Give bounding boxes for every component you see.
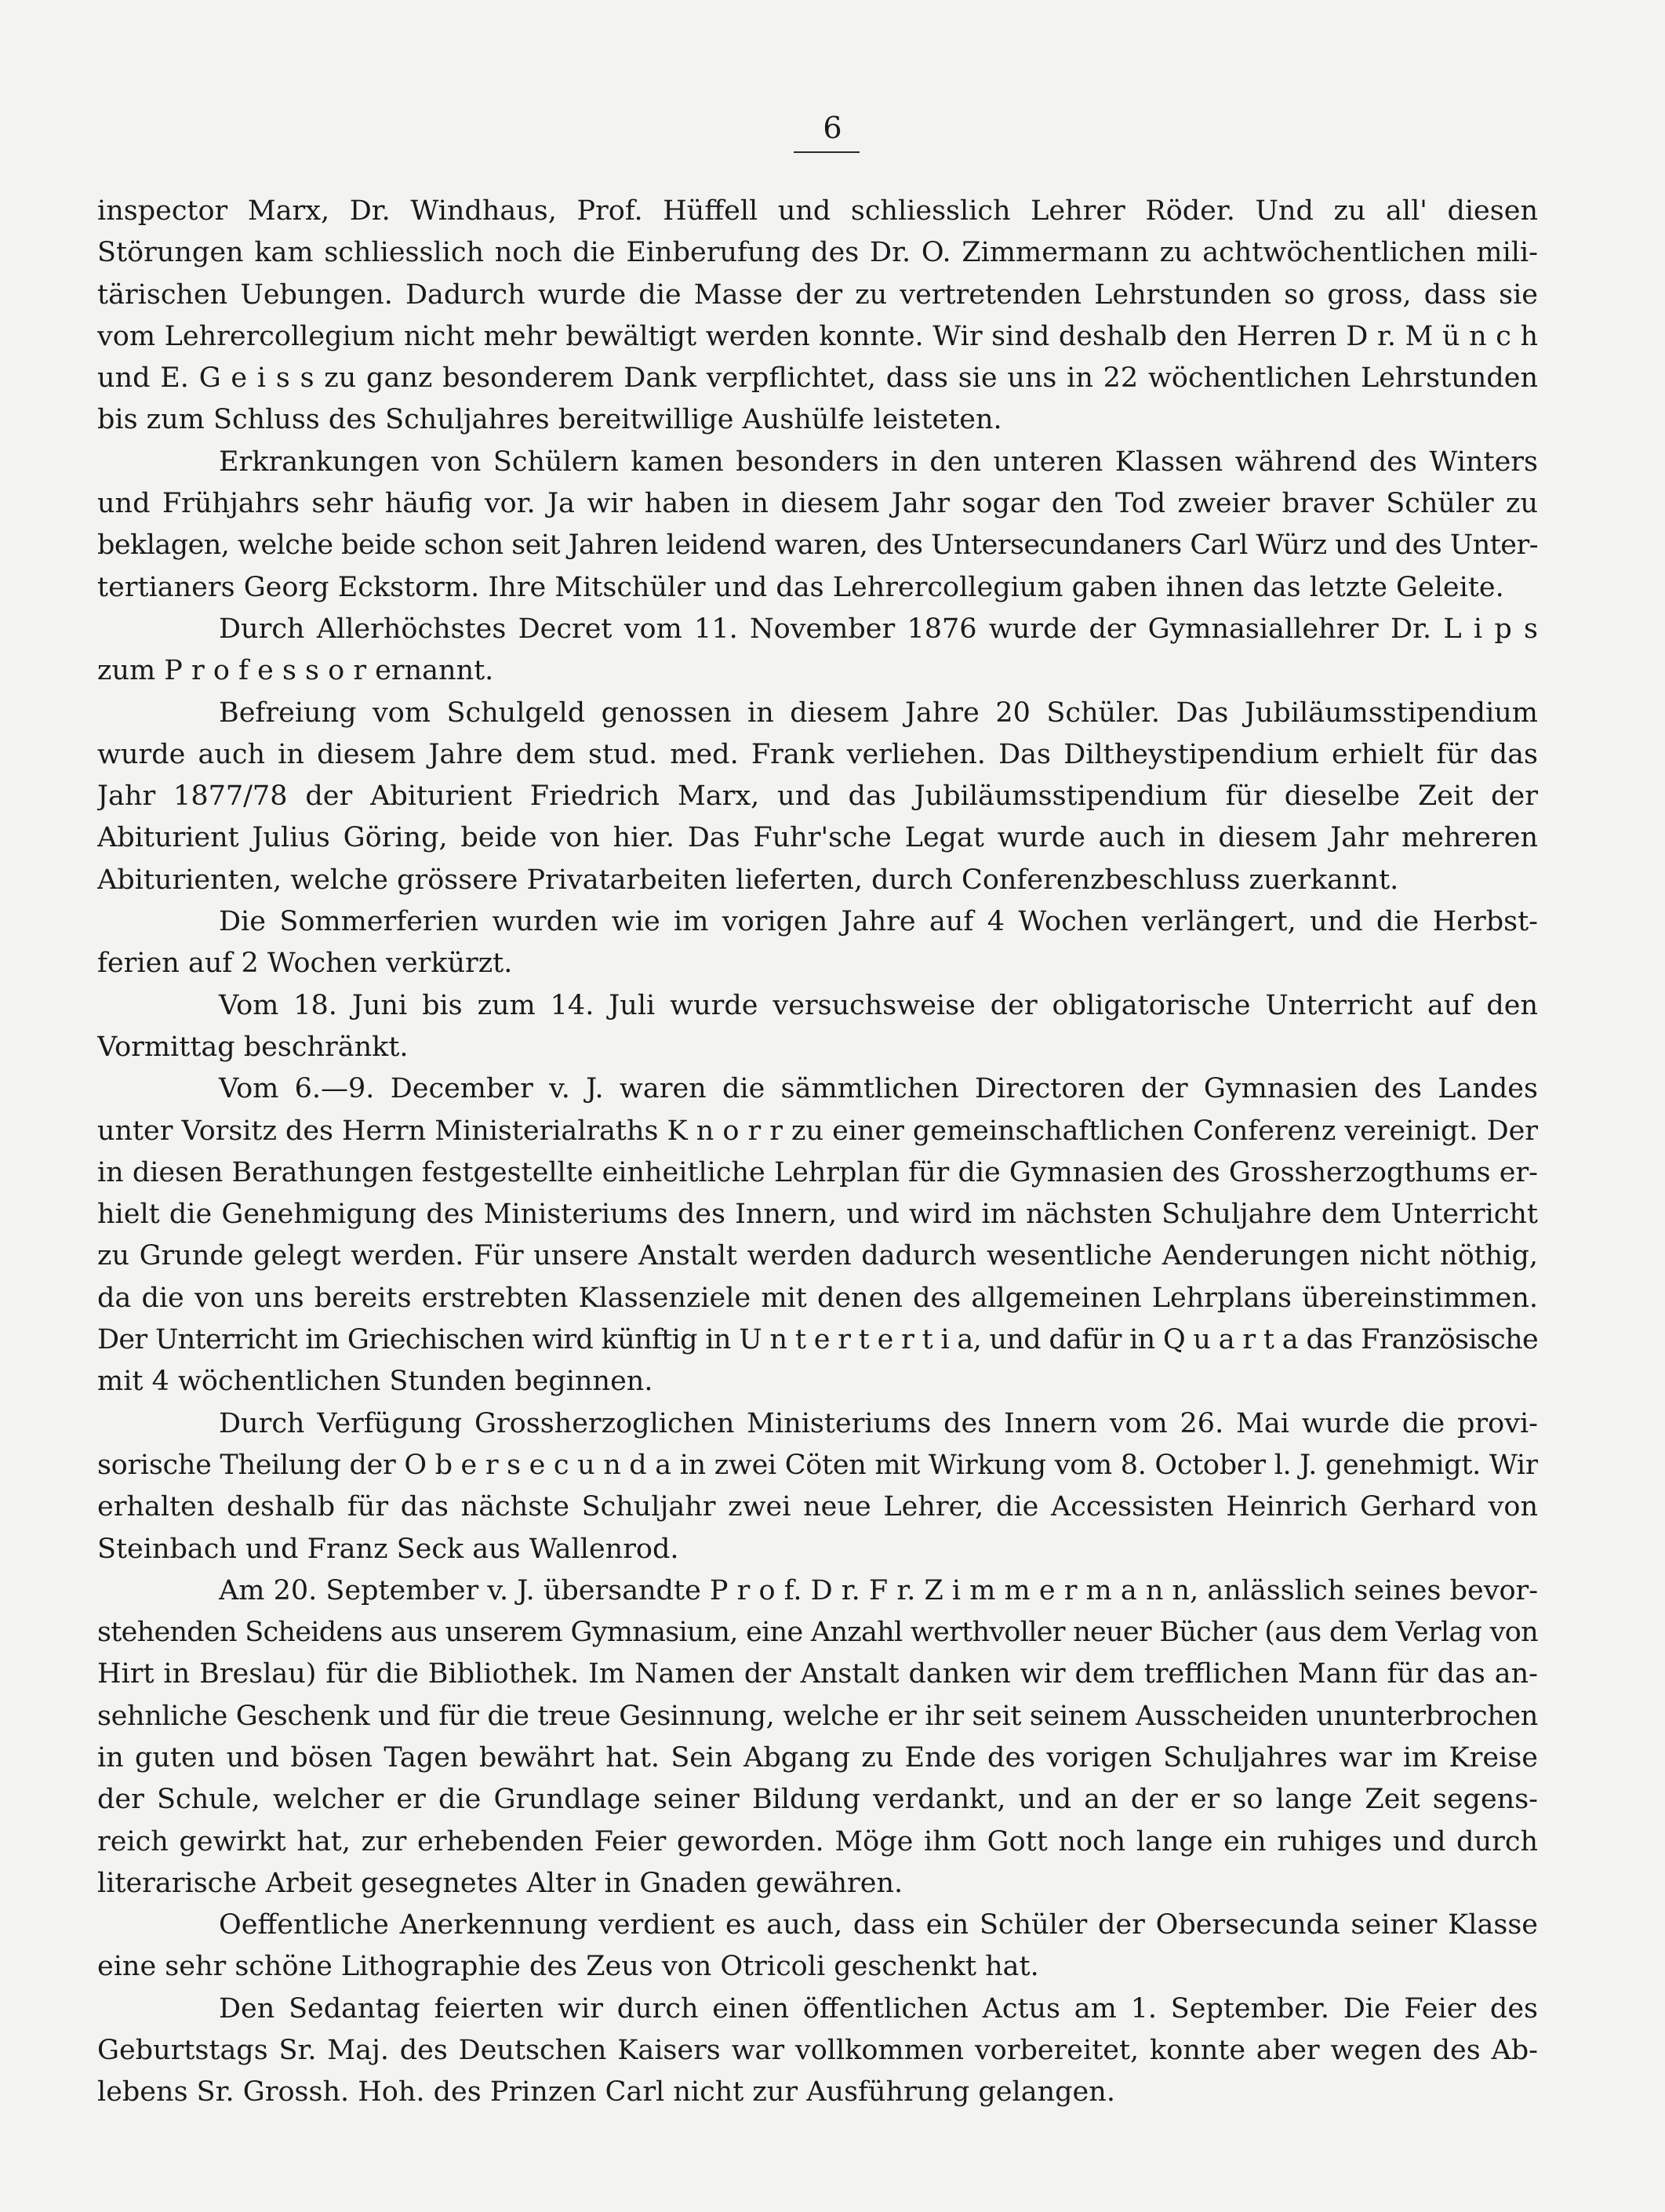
text-line: und Frühjahrs sehr häufig vor. Ja wir haben in diesem Jahr sogar den Tod zweier braver Schüler zu [97,488,1538,520]
text-line: Den Sedantag feierten wir durch einen öffentlichen Actus am 1. September. Die Feier des [219,1992,1538,2025]
text-line: da die von uns bereits erstrebten Klassenziele mit denen des allgemeinen Lehrplans übereinstimmen. [97,1282,1538,1314]
text-line: stehenden Scheidens aus unserem Gymnasium, eine Anzahl werthvoller neuer Bücher (aus dem Verlag von [97,1617,1538,1649]
text-line: Durch Allerhöchstes Decret vom 11. November 1876 wurde der Gymnasiallehrer Dr. L i p s [219,613,1538,645]
text-line: tärischen Uebungen. Dadurch wurde die Masse der zu vertretenden Lehrstunden so gross, dass sie [97,278,1538,311]
text-line: in diesen Berathungen festgestellte einheitliche Lehrplan für die Gymnasien des Grossherzogthums er- [97,1156,1538,1188]
paragraph [97,442,1538,609]
paragraph [97,985,1538,1069]
text-line: Am 20. September v. J. übersandte P r o f. D r. F r. Z i m m e r m a n n, anlässlich seines bevor- [219,1574,1538,1606]
text-line: ferien auf 2 Wochen verkürzt. [97,948,513,980]
text-line: unter Vorsitz des Herrn Ministerialraths K n o r r zu einer gemeinschaftlichen Conferenz vereinigt. Der [97,1115,1538,1147]
text-line: tertianers Georg Eckstorm. Ihre Mitschüler und das Lehrercollegium gaben ihnen das letzte Geleite. [97,571,1504,603]
text-line: Abiturienten, welche grössere Privatarbeiten lieferten, durch Conferenzbeschluss zuerkannt. [97,864,1399,896]
text-line: beklagen, welche beide schon seit Jahren leidend waren, des Untersecundaners Carl Würz und des Unter- [97,529,1538,562]
paragraph [97,609,1538,693]
text-line: erhalten deshalb für das nächste Schuljahr zwei neue Lehrer, die Accessisten Heinrich Gerhard von [97,1491,1538,1523]
text-line: Hirt in Breslau) für die Bibliothek. Im Namen der Anstalt danken wir dem trefflichen Mann für das an- [97,1658,1538,1690]
text-line: der Schule, welcher er die Grundlage seiner Bildung verdankt, und an der er so lange Zeit segens- [97,1784,1538,1816]
paragraph [97,1403,1538,1570]
text-line: Geburtstags Sr. Maj. des Deutschen Kaisers war vollkommen vorbereitet, konnte aber wegen des Ab- [97,2035,1538,2067]
text-line: Befreiung vom Schulgeld genossen in diesem Jahre 20 Schüler. Das Jubiläumsstipendium [219,697,1538,729]
text-line: zu Grunde gelegt werden. Für unsere Anstalt werden dadurch wesentliche Aenderungen nicht nöthig, [97,1240,1538,1272]
text-line: sehnliche Geschenk und für die treue Gesinnung, welche er ihr seit seinem Ausscheiden ununterbrochen [97,1700,1538,1732]
text-line: Durch Verfügung Grossherzoglichen Ministeriums des Innern vom 26. Mai wurde die provi- [219,1407,1538,1439]
text-line: Vom 18. Juni bis zum 14. Juli wurde versuchsweise der obligatorische Unterricht auf den [219,989,1538,1021]
text-line: Abiturient Julius Göring, beide von hier. Das Fuhr'sche Legat wurde auch in diesem Jahr mehreren [97,822,1538,854]
text-line: Erkrankungen von Schülern kamen besonders in den unteren Klassen während des Winters [219,446,1538,478]
text-line: Steinbach und Franz Seck aus Wallenrod. [97,1533,679,1565]
text-line: mit 4 wöchentlichen Stunden beginnen. [97,1366,653,1398]
text-line: und E. G e i s s zu ganz besonderem Dank verpflichtet, dass sie uns in 22 wöchentlichen Lehrstunden [97,362,1538,395]
paragraph [97,901,1538,985]
text-line: Oeffentliche Anerkennung verdient es auch, dass ein Schüler der Obersecunda seiner Klasse [219,1909,1538,1941]
paragraph [97,1570,1538,1905]
text-line: eine sehr schöne Lithographie des Zeus von Otricoli geschenkt hat. [97,1951,1039,1983]
text-line: Vormittag beschränkt. [97,1031,409,1063]
text-line: literarische Arbeit gesegnetes Alter in Gnaden gewähren. [97,1867,903,1899]
text-line: Vom 6.—9. December v. J. waren die sämmtlichen Directoren der Gymnasien des Landes [219,1073,1538,1105]
text-line: hielt die Genehmigung des Ministeriums des Innern, und wird im nächsten Schuljahre dem Unterricht [97,1199,1538,1231]
text-line: bis zum Schluss des Schuljahres bereitwillige Aushülfe leisteten. [97,404,1002,436]
text-line: wurde auch in diesem Jahre dem stud. med. Frank verliehen. Das Diltheystipendium erhielt für das [97,738,1538,770]
text-line: in guten und bösen Tagen bewährt hat. Sein Abgang zu Ende des vorigen Schuljahres war im Kreise [97,1741,1538,1774]
text-line: reich gewirkt hat, zur erhebenden Feier geworden. Möge ihm Gott noch lange ein ruhiges und durch [97,1825,1538,1857]
text-line: Der Unterricht im Griechischen wird künftig in U n t e r t e r t i a, und dafür in Q u a r t a das Französische [97,1324,1538,1356]
paragraph [97,1068,1538,1403]
text-line: inspector Marx, Dr. Windhaus, Prof. Hüffell und schliesslich Lehrer Röder. Und zu all' diesen [97,195,1538,227]
body-text [97,191,1538,2114]
page-number: 6 [823,111,842,145]
text-line: vom Lehrercollegium nicht mehr bewältigt werden konnte. Wir sind deshalb den Herren D r. M ü n c h [97,320,1538,352]
paragraph [97,1988,1538,2114]
text-line: zum P r o f e s s o r ernannt. [97,655,494,687]
text-line: Störungen kam schliesslich noch die Einberufung des Dr. O. Zimmermann zu achtwöchentlichen mili- [97,237,1538,269]
text-line: Jahr 1877/78 der Abiturient Friedrich Marx, und das Jubiläumsstipendium für dieselbe Zeit der [97,780,1538,813]
paragraph [97,1905,1538,1988]
paragraph [97,191,1538,442]
text-line: Die Sommerferien wurden wie im vorigen Jahre auf 4 Wochen verlängert, und die Herbst- [219,906,1538,938]
paragraph [97,693,1538,901]
text-line: lebens Sr. Grossh. Hoh. des Prinzen Carl nicht zur Ausführung gelangen. [97,2076,1115,2108]
text-line: sorische Theilung der O b e r s e c u n d a in zwei Cöten mit Wirkung vom 8. October l. J. genehmigt. Wir [97,1449,1538,1481]
page-number-rule [794,151,860,153]
